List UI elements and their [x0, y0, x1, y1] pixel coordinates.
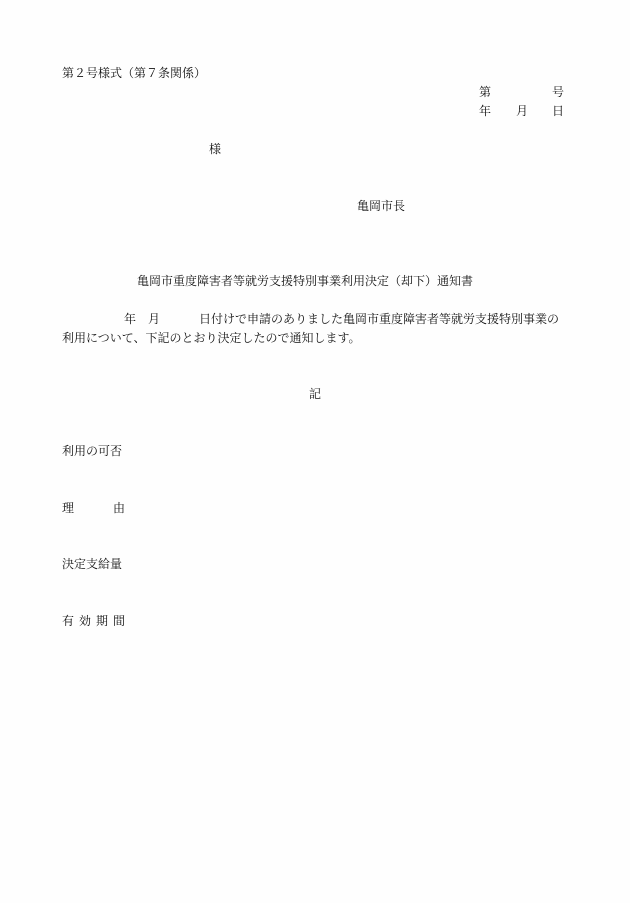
reason-label-part-1: 理 [62, 501, 75, 515]
document-title: 亀岡市重度障害者等就労支援特別事業利用決定（却下）通知書 [137, 274, 474, 288]
body-month-label: 月 [148, 312, 161, 326]
date-month-label: 月 [516, 104, 529, 118]
form-number: 第２号様式（第７条関係） [62, 66, 207, 80]
date-day-label: 日 [552, 104, 565, 118]
issuer-name: 亀岡市長 [357, 199, 406, 213]
body-paragraph-line-1 [62, 311, 572, 327]
addressee-honorific: 様 [209, 142, 222, 156]
date-year-label: 年 [479, 104, 492, 118]
document-number-suffix: 号 [552, 85, 565, 99]
availability-label: 利用の可否 [62, 444, 123, 458]
decided-amount-label: 決定支給量 [62, 557, 123, 571]
body-year-label: 年 [124, 312, 137, 326]
ki-heading: 記 [309, 387, 322, 401]
body-paragraph-line-2: 利用について、下記のとおり決定したので通知します。 [62, 331, 361, 345]
body-line-1-text: 日付けで申請のありました亀岡市重度障害者等就労支援特別事業の [199, 312, 560, 326]
valid-period-label: 有効期間 [62, 614, 131, 628]
reason-label-part-2: 由 [113, 501, 126, 515]
document-number-prefix: 第 [479, 85, 492, 99]
